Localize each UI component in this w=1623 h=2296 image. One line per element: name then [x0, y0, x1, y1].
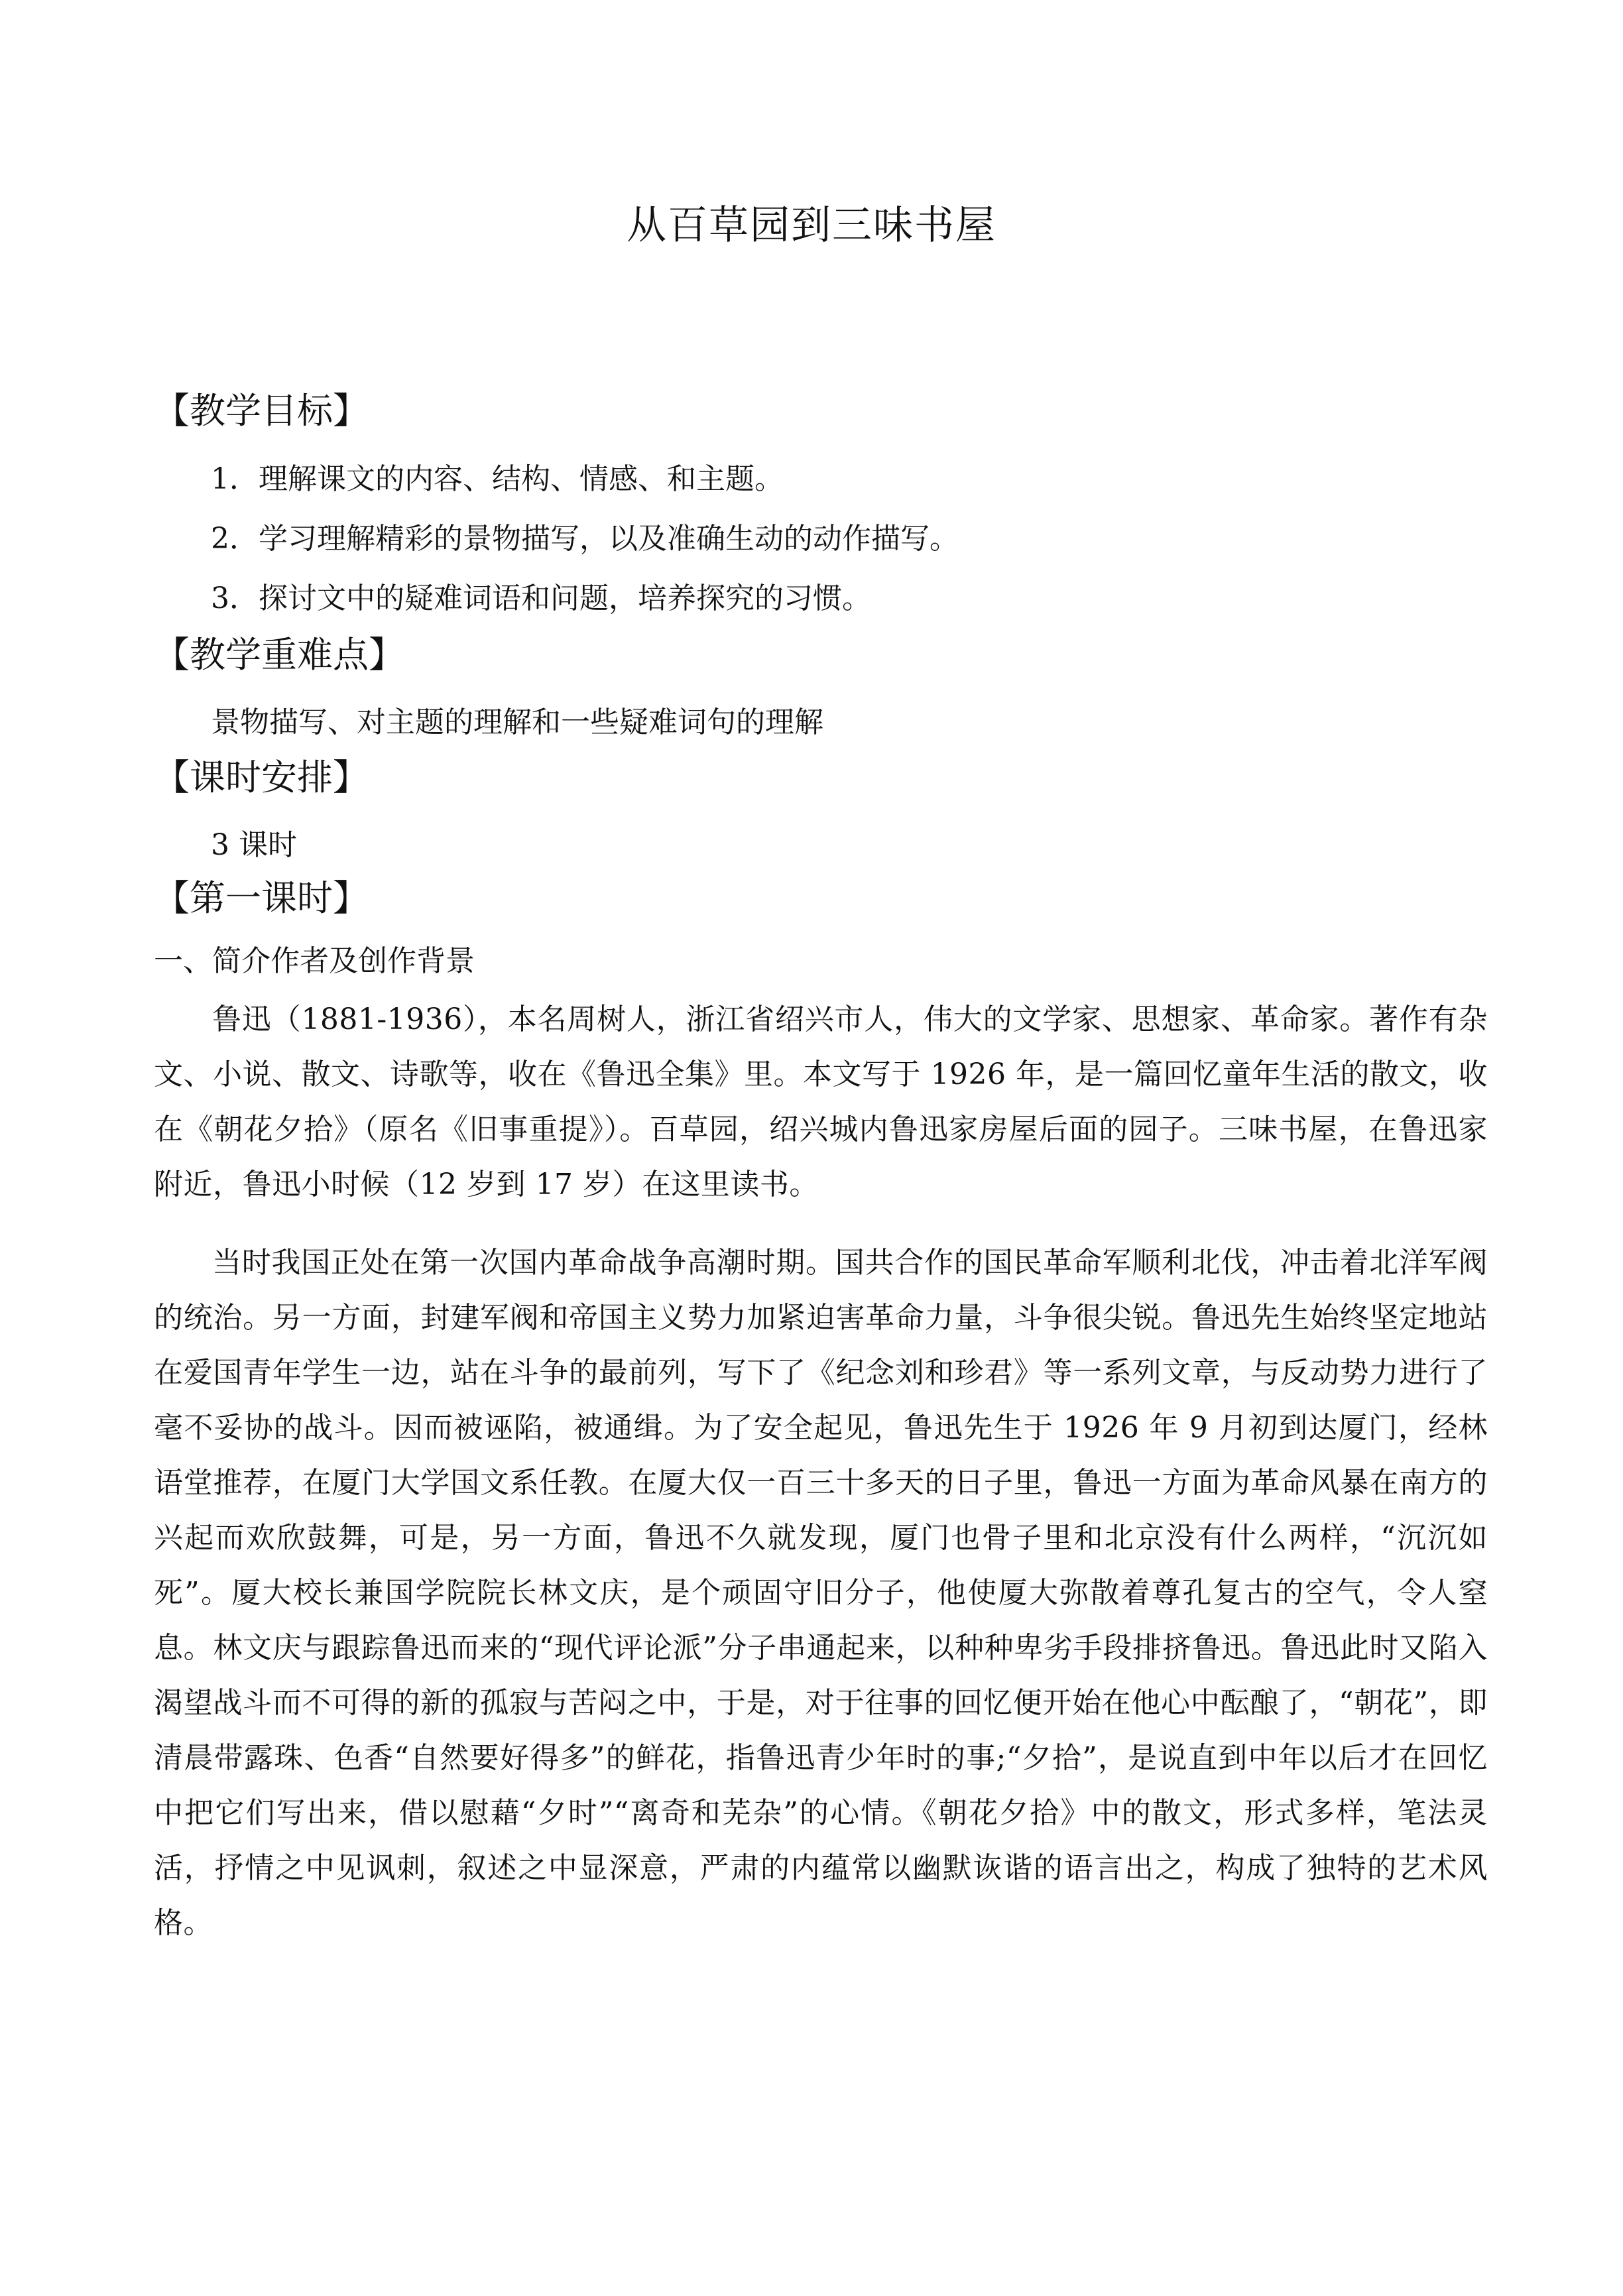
paragraph-background: 当时我国正处在第一次国内革命战争高潮时期。国共合作的国民革命军顺利北伐，冲击着北洋军阀的统治。另一方面，封建军阀和帝国主义势力加紧迫害革命力量，斗争很尖锐。鲁迅先生始终坚定地站在爱国青年学生一边，站在斗争的最前列，写下了《纪念刘和珍君》等一系列文章，与反动势力进行了毫不妥协的战斗。因而被诬陷，被通缉。为了安全起见，鲁迅先生于 1926 年 9 月初到达厦门，经林语堂推荐，在厦门大学国文系任教。在厦大仅一百三十多天的日子里，鲁迅一方面为革命风暴在南方的兴起而欢欣鼓舞，可是，另一方面，鲁迅不久就发现，厦门也骨子里和北京没有什么两样，“沉沉如死”。厦大校长兼国学院院长林文庆，是个顽固守旧分子，他使厦大弥散着尊孔复古的空气，令人窒息。林文庆与跟踪鲁迅而来的“现代评论派”分子串通起来，以种种卑劣手段排挤鲁迅。鲁迅此时又陷入渴望战斗而不可得的新的孤寂与苦闷之中，于是，对于往事的回忆便开始在他心中酝酿了，“朝花”，即清晨带露珠、色香“自然要好得多”的鲜花，指鲁迅青少年时的事;“夕拾”，是说直到中年以后才在回忆中把它们写出来，借以慰藉“夕时”“离奇和芜杂”的心情。《朝花夕拾》中的散文，形式多样，笔法灵活，抒情之中见讽刺，叙述之中显深意，严肃的内蕴常以幽默诙谐的语言出之，构成了独特的艺术风格。	[154, 1246, 1488, 1940]
schedule-heading: 【课时安排】	[154, 756, 369, 798]
goal-item-1: 1．理解课文的内容、结构、情感、和主题。	[211, 462, 784, 496]
goal-item-3: 3．探讨文中的疑难词语和问题，培养探究的习惯。	[211, 581, 871, 615]
key-points-heading: 【教学重难点】	[154, 634, 404, 676]
schedule-text: 3 课时	[211, 828, 297, 862]
lesson1-heading: 【第一课时】	[154, 877, 369, 919]
goals-heading: 【教学目标】	[154, 390, 369, 432]
document-title: 从百草园到三味书屋	[627, 202, 996, 249]
key-points-text: 景物描写、对主题的理解和一些疑难词句的理解	[211, 705, 823, 739]
paragraph-author-intro: 鲁迅（1881-1936），本名周树人，浙江省绍兴市人，伟大的文学家、思想家、革命家。著作有杂文、小说、散文、诗歌等，收在《鲁迅全集》里。本文写于 1926 年，是一篇回忆童年生活的散文，收在《朝花夕拾》（原名《旧事重提》）。百草园，绍兴城内鲁迅家房屋后面的园子。三味书屋，在鲁迅家附近，鲁迅小时候（12 岁到 17 岁）在这里读书。	[154, 1002, 1488, 1201]
section1-title: 一、简介作者及创作背景	[154, 944, 475, 978]
goal-item-2: 2．学习理解精彩的景物描写，以及准确生动的动作描写。	[211, 522, 959, 556]
